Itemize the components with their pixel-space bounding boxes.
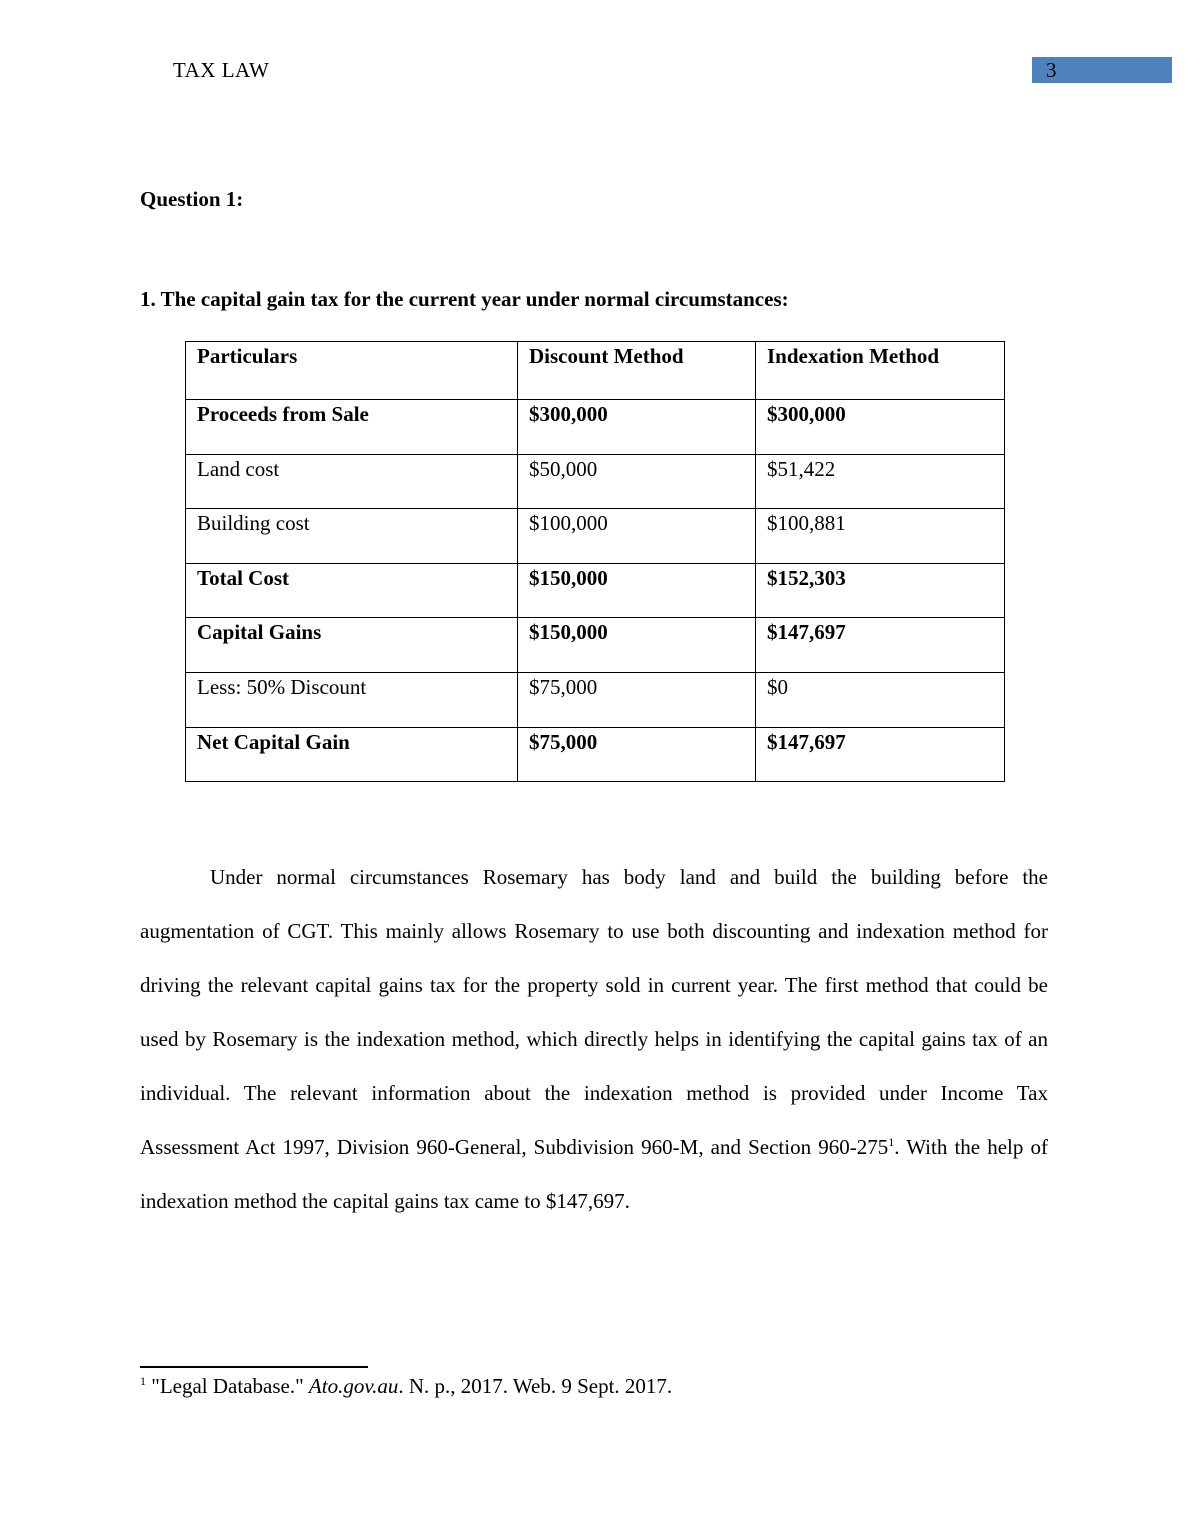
- question-title: Question 1:: [140, 187, 244, 211]
- footnote-separator: [140, 1366, 368, 1368]
- paragraph-text-part1: Under normal circumstances Rosemary has body land and build the building before the augmentation of CGT. This mainly allows Rosemary to use both discounting and indexation method for driving the relevant capital gains tax for the property sold in current year. The first method that could be used by Rosemary is the indexation method, which directly helps in identifying the capital gains tax of an individual. The relevant information about the indexation method is provided under Income Tax Assessment Act 1997, Division 960-General, Subdivision 960-M, and Section 960-275: [140, 865, 1048, 1159]
- page-number: 3: [1046, 58, 1057, 82]
- table-row: [186, 672, 1005, 727]
- footnote-mark: 1: [140, 1374, 146, 1388]
- discount-value: $75,000: [518, 727, 756, 782]
- row-label: Total Cost: [186, 563, 518, 618]
- row-label: Land cost: [186, 454, 518, 509]
- indexation-value: $152,303: [756, 563, 1005, 618]
- table-row: [186, 727, 1005, 782]
- discount-value: $50,000: [518, 454, 756, 509]
- indexation-value: $0: [756, 672, 1005, 727]
- body-paragraph: [140, 850, 1048, 1228]
- column-header-particulars: Particulars: [186, 342, 518, 400]
- footnote-reference[interactable]: 1: [888, 1135, 895, 1149]
- footnote-text-after: . N. p., 2017. Web. 9 Sept. 2017.: [398, 1374, 673, 1398]
- page-number-box: [1032, 57, 1172, 83]
- discount-value: $75,000: [518, 672, 756, 727]
- footnote: [140, 1374, 672, 1399]
- column-header-discount-method: Discount Method: [518, 342, 756, 400]
- discount-value: $150,000: [518, 563, 756, 618]
- table-header-row: [186, 342, 1005, 400]
- section-heading: 1. The capital gain tax for the current year under normal circumstances:: [140, 287, 789, 311]
- table-row: [186, 509, 1005, 564]
- capital-gains-table: [185, 341, 1005, 782]
- discount-value: $300,000: [518, 400, 756, 455]
- table-row: [186, 400, 1005, 455]
- discount-value: $150,000: [518, 618, 756, 673]
- row-label: Proceeds from Sale: [186, 400, 518, 455]
- table-row: [186, 454, 1005, 509]
- paragraph-text-part2: . With the help of indexation method the capital gains tax came to $147,697.: [140, 1135, 1048, 1213]
- discount-value: $100,000: [518, 509, 756, 564]
- row-label: Net Capital Gain: [186, 727, 518, 782]
- footnote-text-before: "Legal Database.": [146, 1374, 309, 1398]
- indexation-value: $300,000: [756, 400, 1005, 455]
- row-label: Less: 50% Discount: [186, 672, 518, 727]
- table-row: [186, 618, 1005, 673]
- row-label: Building cost: [186, 509, 518, 564]
- indexation-value: $100,881: [756, 509, 1005, 564]
- row-label: Capital Gains: [186, 618, 518, 673]
- indexation-value: $147,697: [756, 618, 1005, 673]
- footnote-source-italic: Ato.gov.au: [308, 1374, 399, 1398]
- table-row: [186, 563, 1005, 618]
- indexation-value: $147,697: [756, 727, 1005, 782]
- indexation-value: $51,422: [756, 454, 1005, 509]
- column-header-indexation-method: Indexation Method: [756, 342, 1005, 400]
- running-head: TAX LAW: [173, 58, 270, 82]
